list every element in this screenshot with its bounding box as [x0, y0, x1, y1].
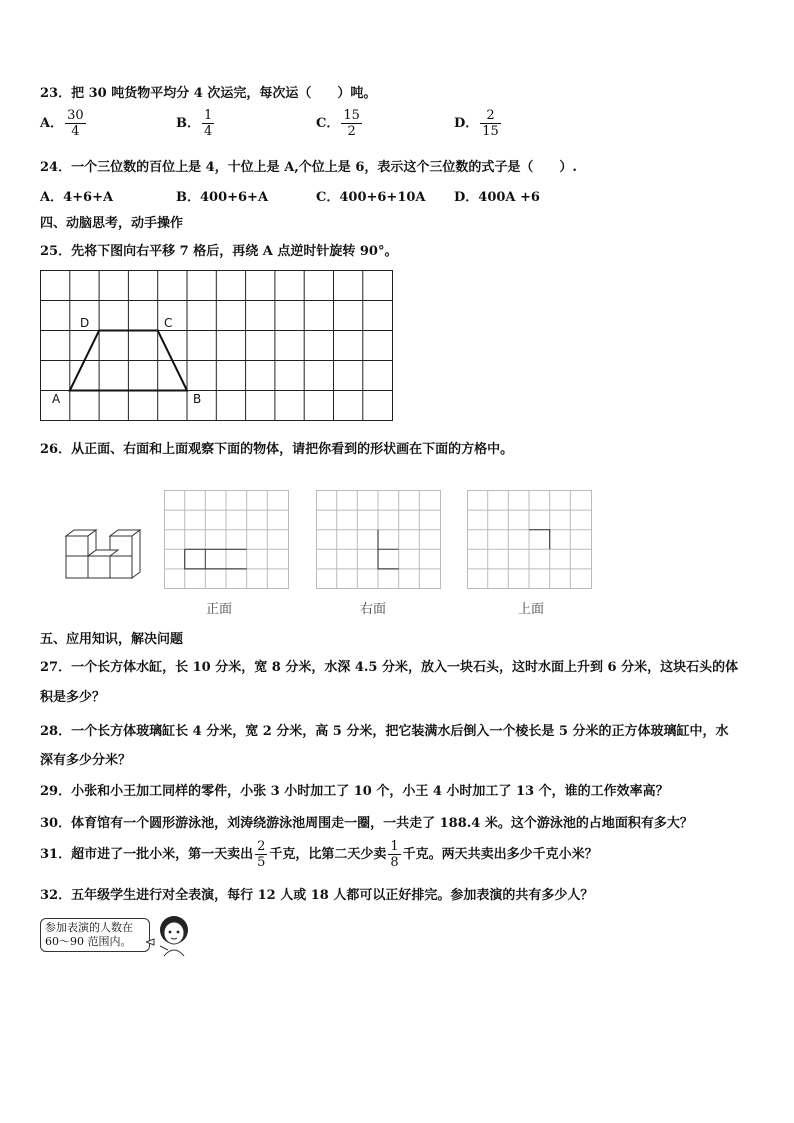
question-28-line-2: 深有多少分米？ — [40, 753, 132, 768]
question-32: 32．五年级学生进行对全表演，每行 12 人或 18 人都可以正好排完。参加表演的共有多少人？ — [40, 888, 594, 903]
question-27-line-1: 27．一个长方体水缸，长 10 分米，宽 8 分米，水深 4.5 分米，放入一块石头，这时水面上升到 6 分米，这块石头的体 — [40, 660, 739, 675]
section-4-heading: 四、动脑思考，动手操作 — [40, 216, 184, 231]
girl-character-icon — [146, 912, 196, 958]
caption-front-view: 正面 — [206, 602, 233, 617]
vertex-label-d: D — [80, 316, 90, 330]
vertex-label-c: C — [164, 316, 173, 330]
q23-option-d[interactable]: D． $\frac{2}{15}$ — [454, 108, 499, 139]
caption-top-view: 上面 — [518, 602, 545, 617]
question-25: 25．先将下图向右平移 7 格后，再绕 A 点逆时针旋转 90°。 — [40, 244, 398, 259]
q25-grid-figure[interactable] — [40, 270, 394, 422]
question-27-line-2: 积是多少？ — [40, 690, 106, 705]
question-24: 24．一个三位数的百位上是 4，十位上是 A,个位上是 6，表示这个三位数的式子是（ ）. — [40, 160, 577, 175]
vertex-label-b: B — [193, 392, 202, 406]
q24-option-a[interactable]: A．4+6+A — [40, 190, 114, 205]
vertex-label-a: A — [52, 392, 61, 406]
cube-object-illustration — [64, 528, 146, 580]
q25-grid-lines — [40, 270, 393, 421]
question-26: 26．从正面、右面和上面观察下面的物体，请把你看到的形状画在下面的方格中。 — [40, 442, 514, 457]
q24-option-c[interactable]: C．400+6+10A — [316, 190, 426, 205]
grid-front-view[interactable] — [164, 490, 290, 590]
hint-speech-bubble: 参加表演的人数在60～90 范围内。 — [40, 918, 150, 952]
q23-option-a[interactable]: A． $\frac{30}{4}$ — [40, 108, 84, 139]
grid-right-view[interactable] — [316, 490, 442, 590]
grid-top-view[interactable] — [467, 490, 593, 590]
question-23: 23．把 30 吨货物平均分 4 次运完，每次运（ ）吨。 — [40, 86, 377, 101]
question-30: 30．体育馆有一个圆形游泳池，刘涛绕游泳池周围走一圈，一共走了 188.4 米。这个游泳池的占地面积有多大？ — [40, 816, 693, 831]
question-31: 31．超市进了一批小米，第一天卖出 $\frac{2}{5}$ 千克，比第二天少卖 $\frac{1}{8}$ 千克。两天共卖出多少千克小米？ — [40, 839, 598, 870]
q23-option-c[interactable]: C． $\frac{15}{2}$ — [316, 108, 360, 139]
question-28-line-1: 28．一个长方体玻璃缸长 4 分米，宽 2 分米，高 5 分米，把它装满水后倒入一个棱长是 5 分米的正方体玻璃缸中，水 — [40, 724, 729, 739]
q24-option-d[interactable]: D．400A +6 — [454, 190, 540, 205]
section-5-heading: 五、应用知识，解决问题 — [40, 632, 184, 647]
q23-option-b[interactable]: B． $\frac{1}{4}$ — [176, 108, 213, 139]
caption-right-view: 右面 — [360, 602, 387, 617]
question-29: 29．小张和小王加工同样的零件，小张 3 小时加工了 10 个，小王 4 小时加工了 13 个，谁的工作效率高？ — [40, 784, 669, 799]
q24-option-b[interactable]: B．400+6+A — [176, 190, 269, 205]
